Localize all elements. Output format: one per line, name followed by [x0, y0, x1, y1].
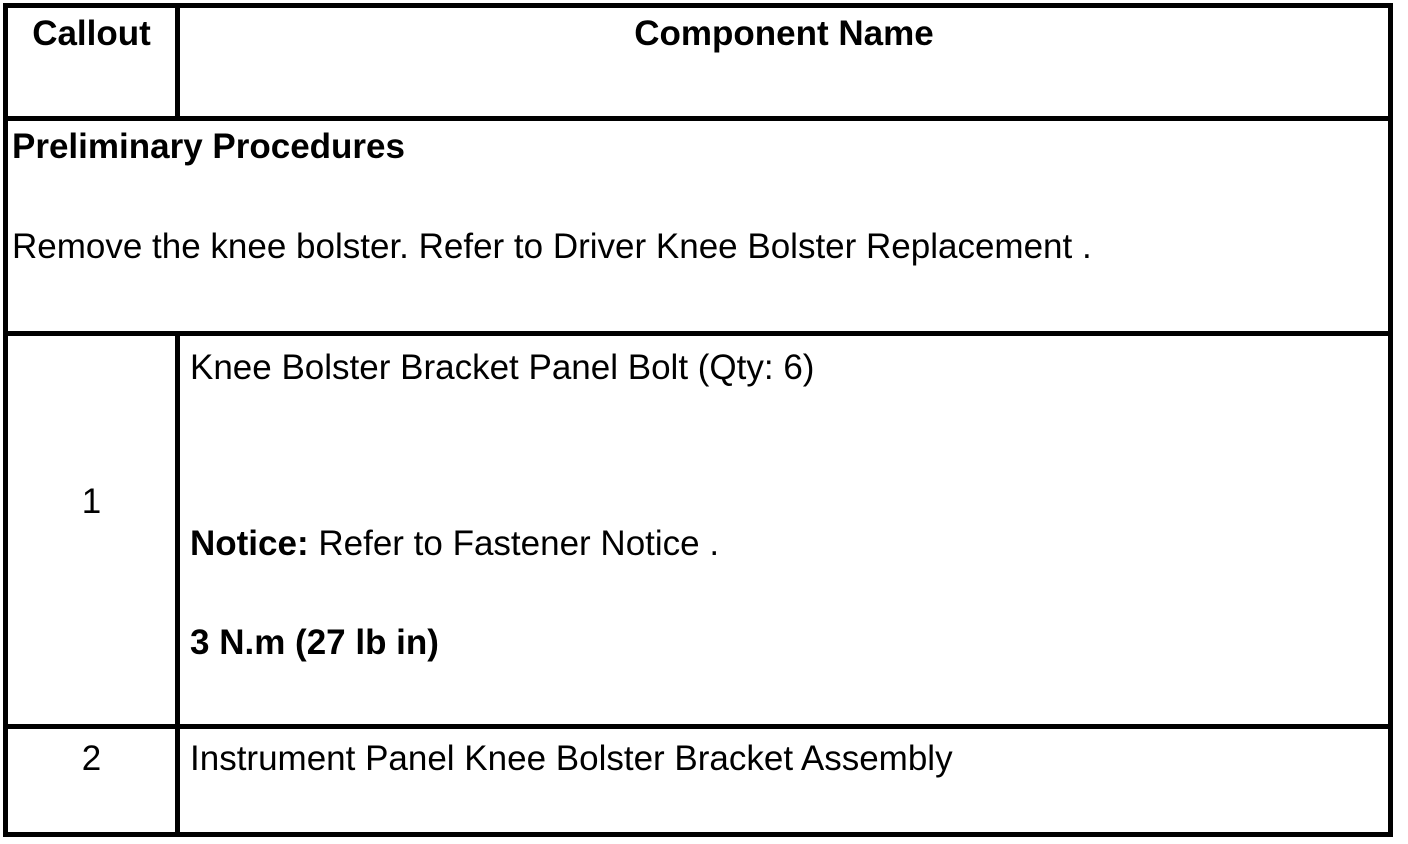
header-component-name: Component Name: [634, 14, 934, 53]
preliminary-cell: [8, 121, 1388, 331]
table-row: [8, 729, 1388, 832]
callout-number: 2: [81, 739, 102, 778]
header-component-cell: [180, 8, 1388, 116]
header-callout: Callout: [32, 14, 151, 53]
component-cell: [180, 336, 1388, 724]
preliminary-text: Remove the knee bolster. Refer to Driver Knee Bolster Replacement .: [12, 227, 1092, 266]
header-callout-cell: [8, 8, 180, 116]
notice-line: [190, 524, 719, 564]
callout-cell: [8, 336, 180, 724]
component-table: [3, 3, 1393, 837]
component-cell: [180, 729, 1388, 832]
preliminary-row: [8, 121, 1388, 336]
torque-spec: 3 N.m (27 lb in): [190, 623, 439, 662]
preliminary-title: Preliminary Procedures: [12, 127, 405, 166]
table-row: [8, 336, 1388, 729]
notice-text: Refer to Fastener Notice .: [308, 524, 720, 563]
table-header-row: [8, 8, 1388, 121]
component-name: Instrument Panel Knee Bolster Bracket Assembly: [190, 739, 953, 778]
callout-number: 1: [81, 482, 102, 521]
component-name: Knee Bolster Bracket Panel Bolt (Qty: 6): [190, 348, 815, 387]
callout-cell: [8, 729, 180, 832]
notice-label: Notice:: [190, 524, 309, 563]
